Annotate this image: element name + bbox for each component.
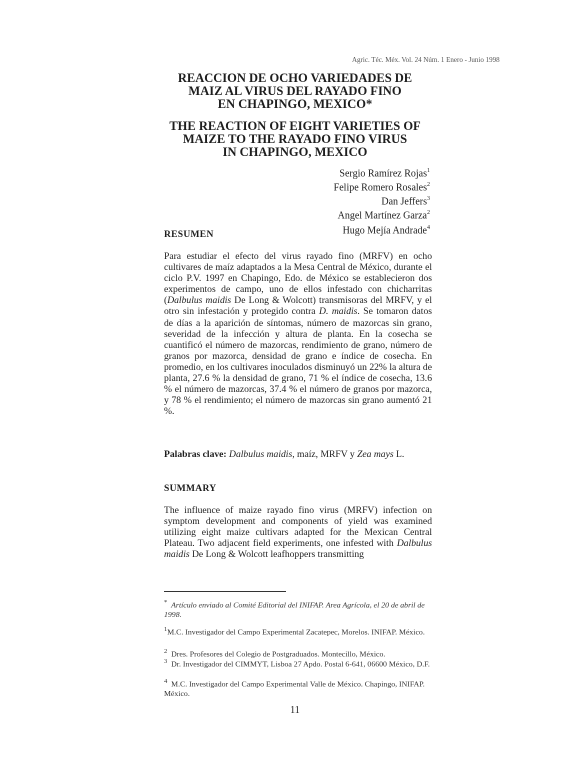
keyword-species: Dalbulus maidis	[229, 449, 293, 460]
footnote-text: Artículo enviado al Comité Editorial del INIFAP. Area Agrícola, el 20 de abril de 1998.	[164, 600, 425, 619]
summary-text: The influence of maize rayado fino virus (MRFV) infection on symptom development and components of yield was examined utilizing eight maize cultivars adapted for the Mexican Central Plateau. Two adjacent field experiments, one infested with	[164, 505, 432, 550]
title-english-line-3: IN CHAPINGO, MEXICO	[222, 145, 368, 159]
title-english-line-2: MAIZE TO THE RAYADO FINO VIRUS	[182, 132, 408, 146]
footnote-text: Dres. Profesores del Colegio de Postgraduados. Montecillo, México.	[171, 649, 386, 659]
keywords-label: Palabras clave:	[164, 449, 227, 460]
resumen-text: De Long & Wolcott) transmisoras del MRFV, y el otro sin infestación y protegido contra	[164, 295, 432, 318]
title-spanish-line-1: REACCION DE OCHO VARIEDADES DE	[177, 71, 413, 85]
author-affiliation-mark: 2	[427, 210, 430, 217]
footnote-mark: 4	[164, 678, 168, 685]
footnote-mark: 3	[164, 658, 168, 665]
author-name: Sergio Ramírez Rojas	[339, 168, 427, 180]
author-1	[250, 166, 430, 180]
summary-text: De Long & Wolcott leafhoppers transmitting	[189, 549, 364, 561]
summary-paragraph	[164, 505, 432, 560]
author-4	[250, 208, 430, 222]
author-affiliation-mark: 1	[427, 168, 430, 174]
species-name: Dalbulus maidis	[167, 295, 232, 307]
author-name: Hugo Mejía Andrade	[342, 224, 427, 236]
author-3	[250, 194, 430, 208]
title-spanish-line-2: MAIZ AL VIRUS DEL RAYADO FINO	[188, 84, 402, 98]
footnote-divider	[164, 591, 286, 592]
author-name: Angel Martínez Garza	[337, 210, 427, 222]
resumen-text: Para estudiar el efecto del virus rayado fino (MRFV) en ocho cultivares de maíz adaptados a la Mesa Central de México, durante el ciclo P.V. 1997 en Chapingo, Edo. de México se establecieron dos experimentos de campo, uno de ellos infestado con chicharritas (	[164, 251, 432, 307]
resumen-paragraph	[164, 251, 432, 417]
author-affiliation-mark: 2	[427, 182, 430, 189]
author-affiliation-mark: 3	[427, 196, 430, 203]
author-5	[250, 223, 430, 237]
keyword-species: Zea mays	[357, 449, 394, 460]
keywords-line	[164, 449, 432, 460]
summary-heading: SUMMARY	[164, 484, 217, 494]
species-name: D. maidis	[319, 306, 358, 318]
title-spanish-line-3: EN CHAPINGO, MEXICO*	[217, 97, 373, 111]
resumen-text: . Se tomaron datos de días a la aparición de síntomas, número de mazorcas sin grano, severidad de la infección y altura de planta. En la cosecha se cuantificó el número de mazorcas, rendimiento de grano, número de granos por mazorca, densidad de grano e índice de cosecha. En promedio, en los cultivares inoculados disminuyó un 22% la altura de planta, 27.6 % la densidad de grano, 71 % el índice de cosecha, 13.6 % el número de mazorcas, 37.4 % el número de granos por mazorca, y 78 % el rendimiento; el número de mazorcas sin grano aumentó 21 %.	[164, 306, 432, 418]
title-spanish	[150, 72, 440, 111]
author-affiliation-mark: 4	[427, 224, 430, 231]
footnote-mark: 2	[164, 648, 168, 655]
footnote-text: M.C. Investigador del Campo Experimental Valle de México. Chapingo, INIFAP. México.	[164, 679, 425, 698]
keyword-text: , maíz, MRFV y	[292, 449, 358, 460]
footnote-3	[164, 657, 432, 669]
title-english	[150, 120, 440, 159]
footnote-4	[164, 677, 432, 698]
author-2	[250, 180, 430, 194]
keyword-text: L.	[393, 449, 405, 460]
footnote-text: M.C. Investigador del Campo Experimental Zacatepec, Morelos. INIFAP. México.	[167, 627, 425, 637]
species-name: Dalbulus maidis	[164, 538, 432, 561]
title-english-line-1: THE REACTION OF EIGHT VARIETIES OF	[169, 119, 421, 133]
resumen-heading: RESUMEN	[164, 230, 214, 240]
author-list	[250, 166, 430, 237]
page-number: 11	[290, 705, 300, 716]
footnote-mark: *	[164, 599, 168, 606]
footnote-text: Dr. Investigador del CIMMYT, Lisboa 27 Apdo. Postal 6-641, 06600 México, D.F.	[171, 659, 430, 669]
footnote-mark: 1	[164, 626, 168, 633]
author-name: Felipe Romero Rosales	[333, 182, 427, 194]
footnote-star	[164, 598, 432, 619]
footnote-1	[164, 625, 432, 637]
author-name: Dan Jeffers	[381, 196, 427, 208]
running-header: Agric. Téc. Méx. Vol. 24 Núm. 1 Enero - Junio 1998	[352, 56, 500, 64]
